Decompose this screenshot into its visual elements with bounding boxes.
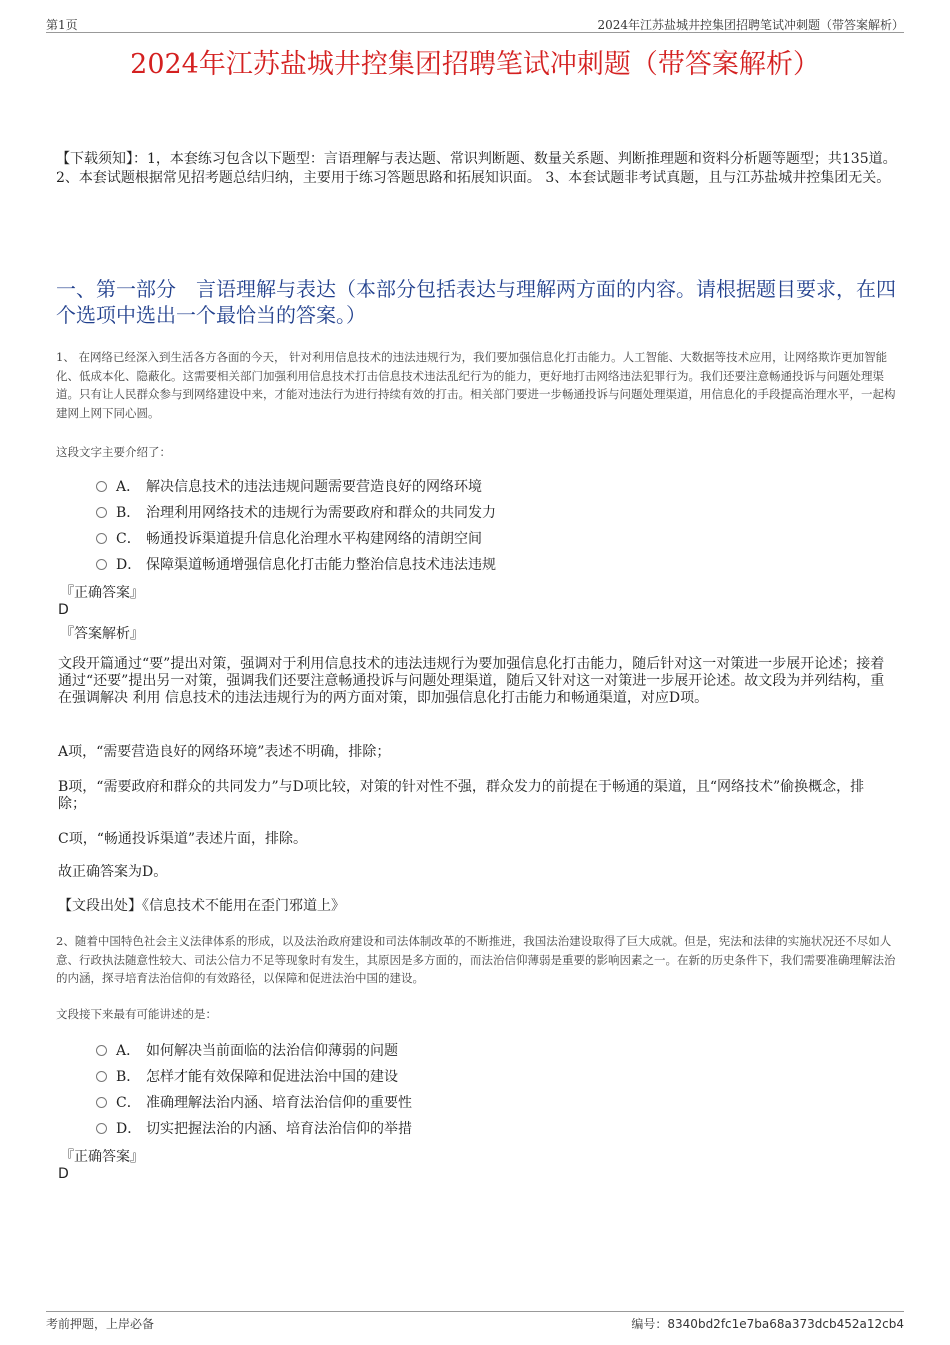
page-header: [46, 14, 904, 33]
analysis-paragraph: 文段开篇通过“要”提出对策，强调对于利用信息技术的违法违规行为要加强信息化打击能力，随后针对这一对策进一步展开论述；接着通过“还要”提出另一对策，强调我们还要注意畅通投诉与问题处理渠道，随后又针对这一对策进一步展开论述。故文段为并列结构，重在强调解决 利用 信息技术的违法违规行为的两方面对策，即加强信息化打击能力和畅通渠道，对应D项。: [58, 656, 885, 706]
option-key: B．: [116, 505, 141, 521]
option-key: D．: [116, 1121, 142, 1137]
question-2-options: [96, 1037, 876, 1141]
option-d[interactable]: [96, 1115, 876, 1141]
analysis-label: 『答案解析』: [60, 626, 144, 642]
option-text: 怎样才能有效保障和促进法治中国的建设: [146, 1069, 398, 1085]
option-key: A．: [116, 479, 141, 495]
download-notice: 【下载须知】：1，本套练习包含以下题型：言语理解与表达题、常识判断题、数量关系题、判断推理题和资料分析题等题型；共135道。 2、本套试题根据常见招考题总结归纳，主要用于练习答题思路和拓展知识面。 3、本套试题非考试真题，且与江苏盐城井控集团无关。: [56, 151, 897, 186]
source-citation: 【文段出处】《信息技术不能用在歪门邪道上》: [58, 898, 345, 914]
question-1-options: [96, 473, 876, 577]
option-key: A．: [116, 1043, 141, 1059]
radio-icon[interactable]: [96, 1071, 107, 1082]
radio-icon[interactable]: [96, 481, 107, 492]
answer-label: 『正确答案』: [60, 1149, 144, 1165]
analysis-paragraph: A项，“需要营造良好的网络环境”表述不明确，排除；: [58, 744, 391, 760]
option-d[interactable]: [96, 551, 876, 577]
analysis-paragraph: B项，“需要政府和群众的共同发力”与D项比较，对策的针对性不强，群众发力的前提在于畅通的渠道，且“网络技术”偷换概念，排除；: [58, 779, 865, 812]
radio-icon[interactable]: [96, 1097, 107, 1108]
option-b[interactable]: [96, 1063, 876, 1089]
analysis-paragraph: 故正确答案为D。: [58, 864, 168, 880]
option-key: D．: [116, 557, 142, 573]
option-text: 畅通投诉渠道提升信息化治理水平构建网络的清朗空间: [146, 531, 482, 547]
analysis-paragraph: C项，“畅通投诉渠道”表述片面，排除。: [58, 831, 308, 847]
option-a[interactable]: [96, 473, 876, 499]
option-text: 切实把握法治的内涵、培育法治信仰的举措: [146, 1121, 412, 1137]
code-label: 编号：: [631, 1317, 668, 1331]
option-key: C．: [116, 531, 141, 547]
question-1-prompt: 这段文字主要介绍了：: [56, 445, 171, 459]
option-c[interactable]: [96, 525, 876, 551]
option-a[interactable]: [96, 1037, 876, 1063]
document-title: 2024年江苏盐城井控集团招聘笔试冲刺题（带答案解析）: [130, 49, 820, 80]
option-text: 保障渠道畅通增强信息化打击能力整治信息技术违法违规: [146, 557, 496, 573]
question-2-prompt: 文段接下来最有可能讲述的是：: [56, 1007, 217, 1021]
option-key: C．: [116, 1095, 141, 1111]
radio-icon[interactable]: [96, 1123, 107, 1134]
option-key: B．: [116, 1069, 141, 1085]
page-footer: [46, 1311, 904, 1332]
answer-label: 『正确答案』: [60, 585, 144, 601]
footer-code: [631, 1315, 904, 1332]
radio-icon[interactable]: [96, 533, 107, 544]
option-text: 治理利用网络技术的违规行为需要政府和群众的共同发力: [146, 505, 496, 521]
option-text: 准确理解法治内涵、培育法治信仰的重要性: [146, 1095, 412, 1111]
answer-value: D: [58, 602, 69, 618]
question-1-text: 1、 在网络已经深入到生活各方各面的今天， 针对利用信息技术的违法违规行为，我们要加强信息化打击能力。人工智能、大数据等技术应用，让网络欺诈更加智能化、低成本化、隐蔽化。这需要相关部门加强利用信息技术打击信息技术违法乱纪行为的能力，更好地打击网络违法犯罪行为。我们还要注意畅通投诉与问题处理渠道。只有让人民群众参与到网络建设中来，才能对违法行为进行持续有效的打击。相关部门要进一步畅通投诉与问题处理渠道，用信息化的手段提高治理水平，一起构建网上网下同心圆。: [56, 350, 896, 420]
option-text: 如何解决当前面临的法治信仰薄弱的问题: [146, 1043, 398, 1059]
option-c[interactable]: [96, 1089, 876, 1115]
option-text: 解决信息技术的违法违规问题需要营造良好的网络环境: [146, 479, 482, 495]
radio-icon[interactable]: [96, 507, 107, 518]
code-value: 8340bd2fc1e7ba68a373dcb452a12cb4: [667, 1317, 904, 1331]
question-2-text: 2、随着中国特色社会主义法律体系的形成，以及法治政府建设和司法体制改革的不断推进，我国法治建设取得了巨大成就。但是，宪法和法律的实施状况还不尽如人意、行政执法随意性较大、司法公信力不足等现象时有发生，其原因是多方面的，而法治信仰薄弱是重要的影响因素之一。在新的历史条件下，我们需要准确理解法治的内涵，探寻培育法治信仰的有效路径，以保障和促进法治中国的建设。: [56, 934, 896, 985]
page-number: 第1页: [46, 18, 78, 32]
section-heading: 一、第一部分 言语理解与表达（本部分包括表达与理解两方面的内容。请根据题目要求，在四个选项中选出一个最恰当的答案。）: [56, 277, 896, 327]
footer-slogan: 考前押题，上岸必备: [46, 1317, 155, 1331]
radio-icon[interactable]: [96, 559, 107, 570]
option-b[interactable]: [96, 499, 876, 525]
radio-icon[interactable]: [96, 1045, 107, 1056]
header-doc-title: 2024年江苏盐城井控集团招聘笔试冲刺题（带答案解析）: [597, 18, 904, 32]
answer-value: D: [58, 1166, 69, 1182]
